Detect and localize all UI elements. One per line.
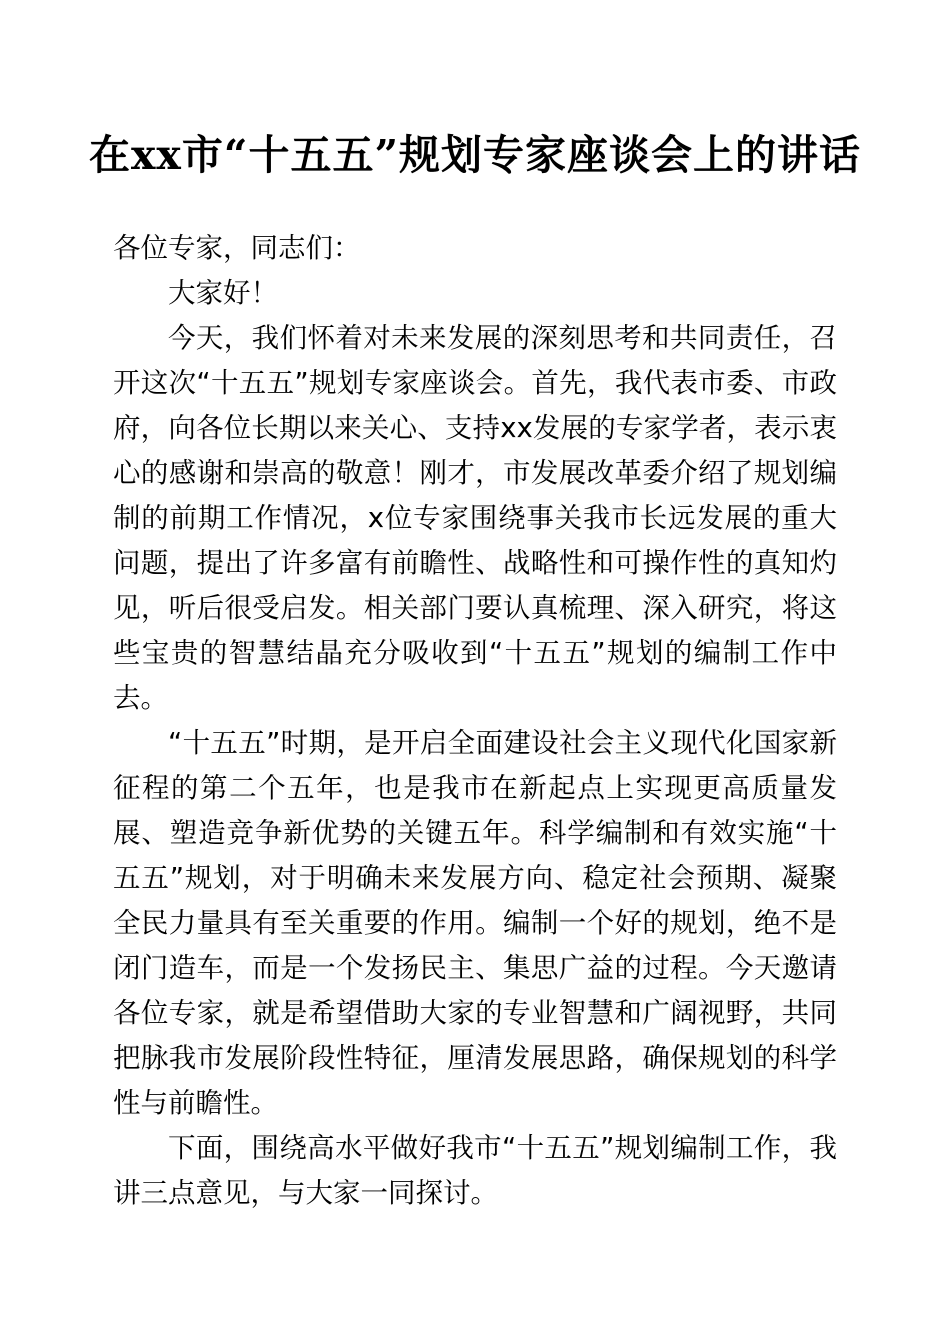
document-body: [113, 226, 837, 1216]
paragraph-opening: 今天，我们怀着对未来发展的深刻思考和共同责任，召开这次“十五五”规划专家座谈会。首先，我代表市委、市政府，向各位长期以来关心、支持xx发展的专家学者，表示衷心的感谢和崇高的敬意！刚才，市发展改革委介绍了规划编制的前期工作情况，x位专家围绕事关我市长远发展的重大问题，提出了许多富有前瞻性、战略性和可操作性的真知灼见，听后很受启发。相关部门要认真梳理、深入研究，将这些宝贵的智慧结晶充分吸收到“十五五”规划的编制工作中去。: [113, 322, 837, 715]
paragraph-significance: “十五五”时期，是开启全面建设社会主义现代化国家新征程的第二个五年，也是我市在新起点上实现更高质量发展、塑造竞争新优势的关键五年。科学编制和有效实施“十五五”规划，对于明确未来发展方向、稳定社会预期、凝聚全民力量具有至关重要的作用。编制一个好的规划，绝不是闭门造车，而是一个发扬民主、集思广益的过程。今天邀请各位专家，就是希望借助大家的专业智慧和广阔视野，共同把脉我市发展阶段性特征，厘清发展思路，确保规划的科学性与前瞻性。: [113, 727, 837, 1120]
paragraph-greeting: 大家好！: [168, 277, 278, 310]
paragraph-salutation: 各位专家，同志们：: [113, 232, 361, 265]
paragraph-transition: 下面，围绕高水平做好我市“十五五”规划编制工作，我讲三点意见，与大家一同探讨。: [113, 1132, 837, 1210]
document-title: 在xx市“十五五”规划专家座谈会上的讲话: [88, 131, 862, 179]
